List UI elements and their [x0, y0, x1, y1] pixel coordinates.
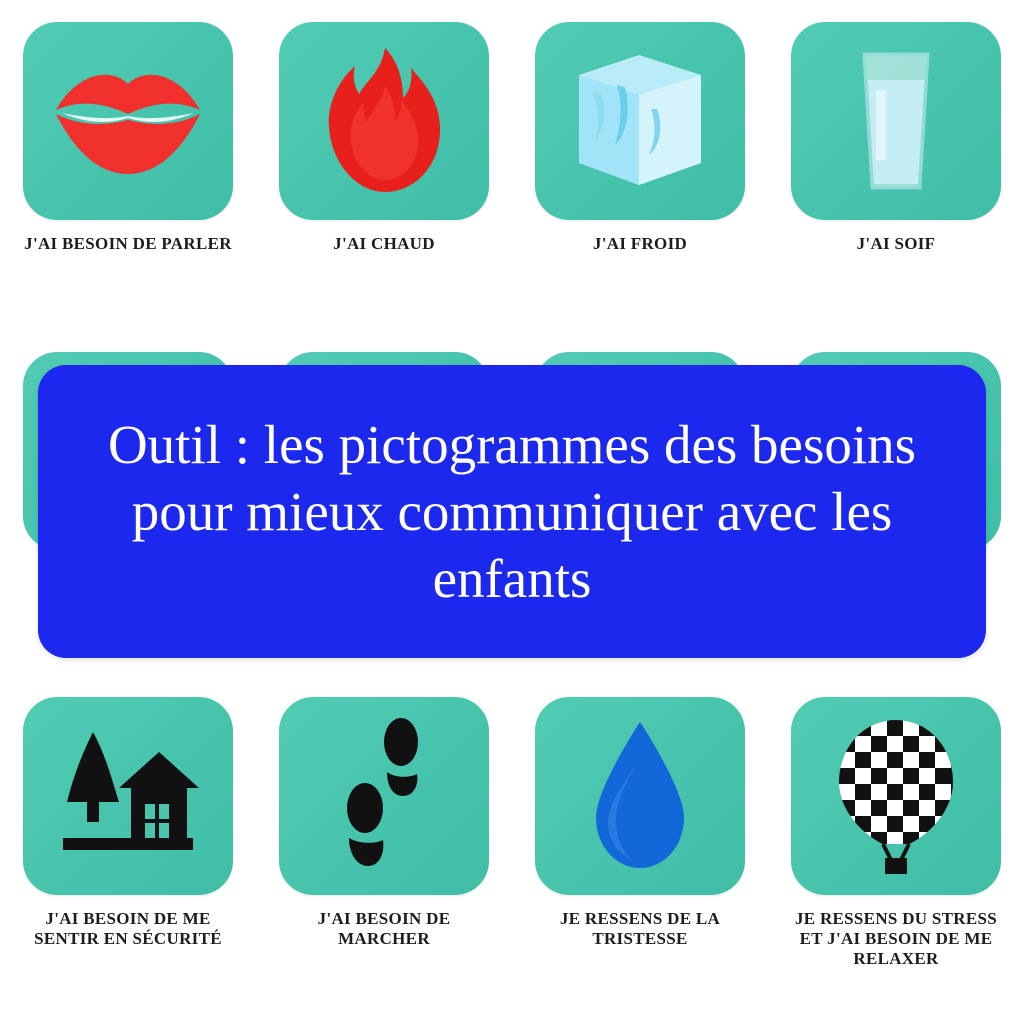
pictogram-tile[interactable] [791, 22, 1001, 220]
pictogram-tile[interactable] [279, 22, 489, 220]
banner-title: Outil : les pictogrammes des besoins pour mieux communiquer avec les enfants [107, 413, 917, 610]
pictogram-card[interactable] [768, 675, 1024, 1024]
pictogram-label: J'AI BESOIN DE ME SENTIR EN SÉCURITÉ [34, 909, 222, 949]
pictogram-label: J'AI BESOIN DE MARCHER [317, 909, 451, 949]
pictogram-tile[interactable] [279, 697, 489, 895]
pictogram-card[interactable] [512, 0, 768, 330]
ice-cube-icon [565, 51, 715, 191]
pictogram-label: J'AI SOIF [856, 234, 936, 253]
pictogram-tile[interactable] [791, 697, 1001, 895]
lips-icon [48, 66, 208, 176]
pictogram-label: J'AI CHAUD [333, 234, 435, 253]
pictogram-card[interactable] [256, 0, 512, 330]
pictogram-card[interactable] [768, 0, 1024, 330]
house-tree-icon [53, 726, 203, 866]
pictogram-card[interactable] [512, 675, 768, 1024]
pictogram-label: J'AI FROID [592, 234, 688, 253]
title-banner [38, 365, 986, 658]
hot-air-balloon-icon [831, 714, 961, 879]
water-glass-icon [846, 46, 946, 196]
pictogram-tile[interactable] [23, 22, 233, 220]
pictogram-tile[interactable] [535, 22, 745, 220]
footsteps-icon [329, 716, 439, 876]
pictogram-card[interactable] [0, 675, 256, 1024]
pictogram-tile[interactable] [23, 697, 233, 895]
pictogram-card[interactable] [0, 0, 256, 330]
teardrop-icon [580, 716, 700, 876]
pictogram-card[interactable] [256, 675, 512, 1024]
pictogram-tile[interactable] [535, 697, 745, 895]
pictogram-label: JE RESSENS DE LA TRISTESSE [559, 909, 721, 949]
pictogram-label: J'AI BESOIN DE PARLER [24, 234, 232, 253]
flame-icon [319, 46, 449, 196]
pictogram-label: JE RESSENS DU STRESS ET J'AI BESOIN DE ME RELAXER [794, 909, 998, 969]
